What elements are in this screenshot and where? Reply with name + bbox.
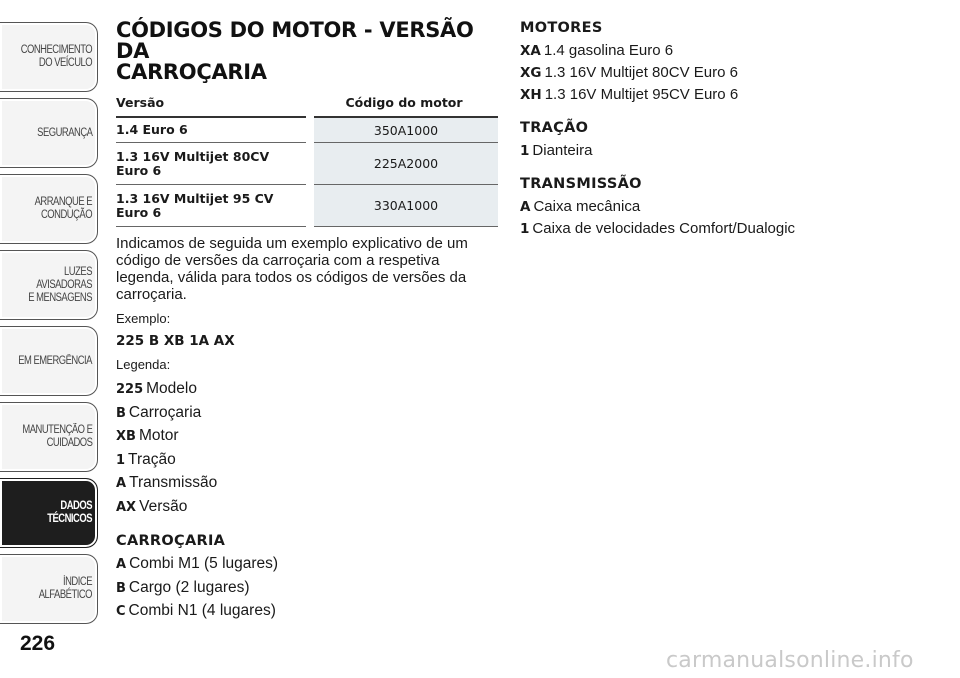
- tab-manutencao-e-cuidados[interactable]: [0, 402, 98, 472]
- item-key: XH: [520, 87, 542, 103]
- item-key: B: [116, 580, 126, 596]
- tab-label: EM EMERGÊNCIA: [18, 354, 92, 367]
- tab-label: SEGURANÇA: [36, 126, 92, 139]
- tab-indice-alfabetico[interactable]: [0, 554, 98, 624]
- tab-label: MANUTENÇÃO E CUIDADOS: [21, 424, 92, 449]
- list-item: [116, 449, 500, 473]
- page-title-line1: CÓDIGOS DO MOTOR - VERSÃO DA: [116, 18, 474, 63]
- engine-code-cell: 350A1000: [310, 117, 498, 143]
- column-header-engine-code: Código do motor: [310, 91, 498, 117]
- tab-label: LUZES AVISADORAS E MENSAGENS: [28, 265, 92, 304]
- page-number: 226: [20, 632, 56, 655]
- list-item: [520, 84, 940, 106]
- tab-label: CONHECIMENTO DO VEÍCULO: [20, 44, 92, 69]
- legend-list: [116, 378, 500, 519]
- left-column: [116, 20, 500, 624]
- item-key: 1: [520, 221, 530, 237]
- item-key: XA: [520, 43, 541, 59]
- column-header-version: Versão: [116, 91, 310, 117]
- tab-em-emergencia[interactable]: [0, 326, 98, 396]
- engine-codes-table: [116, 91, 498, 227]
- intro-paragraph: Indicamos de seguida um exemplo explicativo de um código de versões da carroçaria com a respetiva legenda, válida para todos os códigos de versões da carroçaria.: [116, 235, 468, 303]
- item-key: C: [116, 604, 126, 619]
- example-label: Exemplo:: [116, 311, 171, 326]
- item-text: Cargo (2 lugares): [128, 578, 250, 596]
- table-row: [116, 185, 498, 227]
- version-cell: 1.4 Euro 6: [116, 117, 310, 143]
- tab-label: DADOS TÉCNICOS: [47, 500, 92, 525]
- section-title-transmissao: TRANSMISSÃO: [520, 176, 642, 192]
- legend-key: 225: [116, 382, 144, 397]
- tab-dados-tecnicos[interactable]: [0, 478, 98, 548]
- list-item: [520, 196, 940, 218]
- legend-key: B: [116, 405, 126, 421]
- item-text: 1.3 16V Multijet 95CV Euro 6: [544, 86, 739, 103]
- item-text: Caixa de velocidades Comfort/Dualogic: [532, 220, 796, 237]
- item-key: XG: [520, 65, 542, 81]
- list-item: [520, 218, 940, 240]
- section-title-tracao: TRAÇÃO: [520, 120, 589, 136]
- legend-text: Versão: [139, 497, 188, 515]
- legend-key: A: [116, 476, 127, 491]
- list-item: [116, 425, 500, 449]
- item-text: 1.4 gasolina Euro 6: [543, 42, 674, 59]
- legend-text: Tração: [128, 450, 176, 468]
- item-text: Dianteira: [532, 142, 593, 159]
- section-title-motores: MOTORES: [520, 20, 603, 36]
- item-key: A: [520, 199, 531, 215]
- list-item: [520, 140, 940, 162]
- item-text: Caixa mecânica: [533, 198, 641, 215]
- section-title-carrocaria: CARROÇARIA: [116, 533, 226, 549]
- list-item: [116, 402, 500, 426]
- version-cell: 1.3 16V Multijet 80CV Euro 6: [116, 143, 310, 185]
- legend-text: Transmissão: [129, 474, 218, 491]
- tab-arranque-e-conducao[interactable]: [0, 174, 98, 244]
- engine-code-cell: 225A2000: [310, 143, 498, 185]
- legend-text: Carroçaria: [128, 403, 202, 421]
- legend-label: Legenda:: [116, 357, 171, 372]
- item-key: 1: [520, 143, 530, 159]
- tab-luzes-avisadoras[interactable]: [0, 250, 98, 320]
- item-text: Combi M1 (5 lugares): [129, 555, 279, 572]
- page-title: [116, 20, 500, 83]
- legend-key: 1: [116, 452, 126, 468]
- list-item: [520, 62, 940, 84]
- item-key: A: [116, 557, 127, 572]
- tab-label: ÍNDICE ALFABÉTICO: [38, 576, 92, 601]
- list-item: [116, 600, 500, 624]
- tab-label: ARRANQUE E CONDUÇÃO: [34, 196, 92, 221]
- list-item: [116, 496, 500, 520]
- list-item: [116, 577, 500, 601]
- legend-key: XB: [116, 429, 136, 444]
- list-item: [116, 553, 500, 577]
- item-text: 1.3 16V Multijet 80CV Euro 6: [544, 64, 738, 81]
- legend-text: Modelo: [146, 380, 197, 397]
- tab-seguranca[interactable]: [0, 98, 98, 168]
- tab-conhecimento-do-veiculo[interactable]: [0, 22, 98, 92]
- page-title-line2: CARROÇARIA: [116, 60, 267, 84]
- item-text: Combi N1 (4 lugares): [128, 602, 276, 619]
- list-item: [116, 472, 500, 496]
- watermark-text: carmanualsonline.info: [666, 648, 914, 673]
- engine-code-cell: 330A1000: [310, 185, 498, 227]
- table-row: [116, 117, 498, 143]
- right-column: [520, 18, 940, 240]
- legend-key: AX: [116, 499, 137, 515]
- example-code: 225 B XB 1A AX: [116, 333, 235, 349]
- version-cell: 1.3 16V Multijet 95 CV Euro 6: [116, 185, 310, 227]
- table-row: [116, 143, 498, 185]
- legend-text: Motor: [138, 427, 179, 444]
- list-item: [520, 40, 940, 62]
- list-item: [116, 378, 500, 402]
